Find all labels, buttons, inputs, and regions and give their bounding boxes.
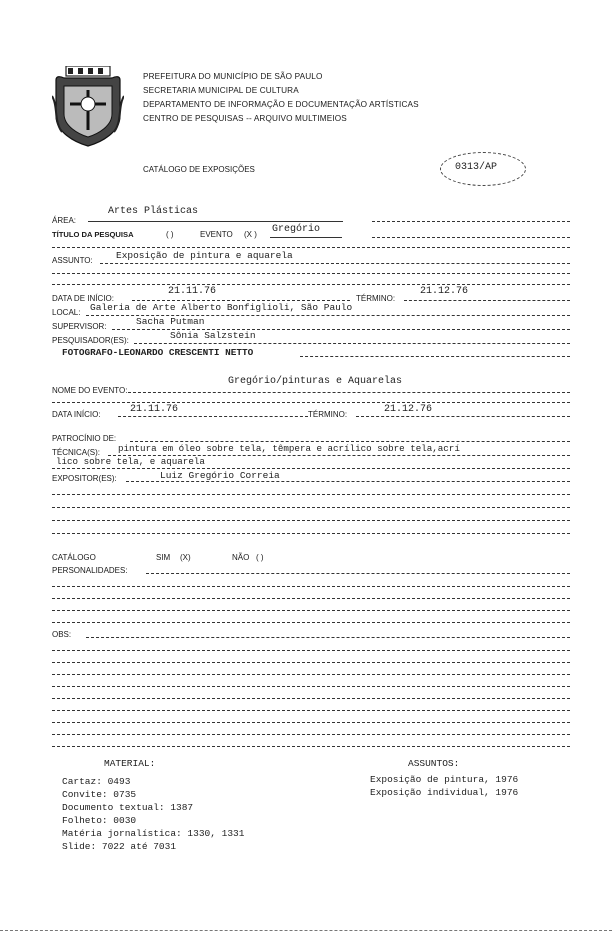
assuntos-title: ASSUNTOS:: [408, 758, 460, 769]
local-value: Galeria de Arte Alberto Bonfiglioli, São Paulo: [90, 302, 353, 313]
material-title: MATERIAL:: [104, 758, 156, 769]
evento-checkbox[interactable]: (X ): [244, 230, 257, 239]
tecnica-value-line-2: lico sobre tela, e aquarela: [56, 456, 205, 467]
evento-termino-label: TÉRMINO:: [308, 410, 348, 419]
catalogo-nao-label: NÃO: [232, 553, 250, 562]
material-item: Slide: 7022 até 7031: [62, 841, 177, 852]
obs-label: OBS:: [52, 630, 72, 639]
evento-label: EVENTO: [200, 230, 233, 239]
local-label: LOCAL:: [52, 308, 81, 317]
assunto-item: Exposição de pintura, 1976: [370, 774, 519, 785]
assunto-item: Exposição individual, 1976: [370, 787, 519, 798]
supervisor-label: SUPERVISOR:: [52, 322, 107, 331]
area-value: Artes Plásticas: [108, 206, 199, 217]
material-item: Matéria jornalística: 1330, 1331: [62, 828, 245, 839]
stamp-code: 0313/AP: [455, 162, 498, 173]
nome-evento-value: Gregório/pinturas e Aquarelas: [228, 376, 403, 387]
titulo-pesquisa-label: TÍTULO DA PESQUISA: [52, 230, 134, 239]
patrocinio-label: PATROCÍNIO DE:: [52, 434, 117, 443]
material-item: Folheto: 0030: [62, 815, 137, 826]
titulo-pesquisa-checkbox[interactable]: ( ): [166, 230, 174, 239]
catalog-title: CATÁLOGO DE EXPOSIÇÕES: [143, 165, 255, 174]
personalidades-label: PERSONALIDADES:: [52, 566, 128, 575]
expositores-label: EXPOSITOR(ES):: [52, 474, 117, 483]
material-item: Cartaz: 0493: [62, 776, 131, 787]
data-inicio-value: 21.11.76: [168, 286, 217, 297]
sao-paulo-coat-of-arms-icon: [52, 66, 124, 148]
fotografo-line: FOTOGRAFO-LEONARDO CRESCENTI NETTO: [62, 347, 254, 358]
tecnica-label: TÉCNICA(S):: [52, 448, 100, 457]
assunto-label: ASSUNTO:: [52, 256, 93, 265]
nome-evento-label: NOME DO EVENTO:: [52, 386, 128, 395]
header-line-4: CENTRO DE PESQUISAS -- ARQUIVO MULTIMEIOS: [143, 114, 347, 123]
termino-value: 21.12.76: [420, 286, 469, 297]
material-item: Convite: 0735: [62, 789, 137, 800]
tecnica-value-line-1: pintura em óleo sobre tela, têmpera e acrílico sobre tela,acrí: [118, 443, 460, 454]
header-line-3: DEPARTAMENTO DE INFORMAÇÃO E DOCUMENTAÇÃO ARTÍSTICAS: [143, 100, 419, 109]
header-line-2: SECRETARIA MUNICIPAL DE CULTURA: [143, 86, 299, 95]
catalogo-sim-label: SIM: [156, 553, 171, 562]
supervisor-value: Sacha Putman: [136, 316, 205, 327]
termino-label: TÉRMINO:: [356, 294, 396, 303]
evento-value: Gregório: [272, 224, 321, 235]
pesquisador-label: PESQUISADOR(ES):: [52, 336, 129, 345]
area-label: ÁREA:: [52, 216, 77, 225]
catalogo-sim-checkbox[interactable]: (X): [180, 553, 191, 562]
assunto-value: Exposição de pintura e aquarela: [116, 250, 293, 261]
material-item: Documento textual: 1387: [62, 802, 194, 813]
header-line-1: PREFEITURA DO MUNICÍPIO DE SÃO PAULO: [143, 72, 323, 81]
expositores-value: Luiz Gregório Correia: [160, 470, 280, 481]
evento-termino-value: 21.12.76: [384, 404, 433, 415]
catalogo-nao-checkbox[interactable]: ( ): [256, 553, 264, 562]
data-inicio-label: DATA DE INÍCIO:: [52, 294, 114, 303]
evento-data-inicio-value: 21.11.76: [130, 404, 179, 415]
pesquisador-value: Sônia Salzstein: [170, 330, 256, 341]
evento-data-inicio-label: DATA INÍCIO:: [52, 410, 101, 419]
catalogo-label: CATÁLOGO: [52, 553, 96, 562]
